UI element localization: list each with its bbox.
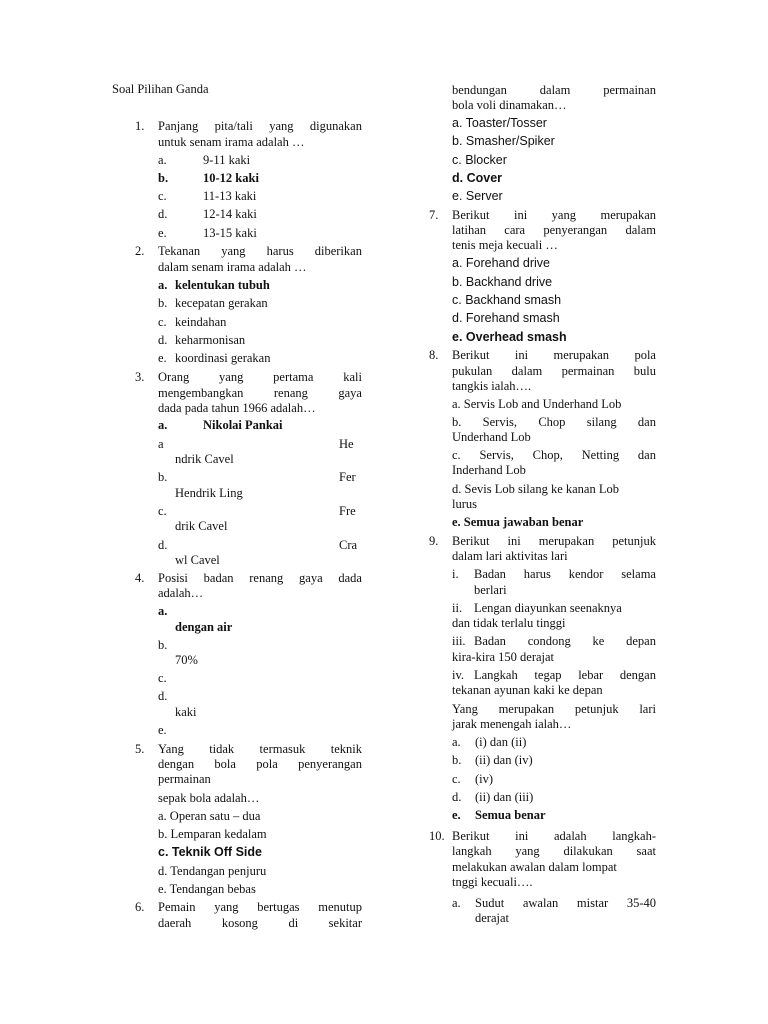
question-stem: tenis meja kecuali …: [452, 238, 558, 252]
question-number: 8.: [429, 348, 439, 362]
option-letter: d.: [158, 538, 168, 552]
option-letter: b.: [158, 638, 168, 652]
option-text: 13-15 kaki: [203, 226, 257, 240]
question-number: 9.: [429, 534, 439, 548]
option-text: (i) dan (ii): [475, 735, 527, 749]
option-letter: b.: [452, 753, 462, 767]
statement-text: Lengan diayunkan seenaknya: [474, 601, 622, 615]
option-letter: a.: [158, 278, 168, 292]
option-text: Hendrik Ling: [175, 486, 243, 500]
question-stem: Tekanan yang harus diberikan: [158, 244, 362, 258]
question-stem: permainan: [158, 772, 211, 786]
option-text-answer: d. Cover: [452, 171, 503, 185]
statement-roman: ii.: [452, 601, 463, 615]
option-text: b. Smasher/Spiker: [452, 134, 555, 148]
option-text: d. Tendangan penjuru: [158, 864, 267, 878]
question-stem: Orang yang pertama kali: [158, 370, 362, 384]
question-stem: sepak bola adalah…: [158, 791, 260, 805]
option-text: c. Blocker: [452, 153, 507, 167]
option-text: 11-13 kaki: [203, 189, 257, 203]
question-stem: dalam lari aktivitas lari: [452, 549, 568, 563]
question-stem: Panjang pita/tali yang digunakan: [158, 119, 362, 133]
option-text: wl Cavel: [175, 553, 220, 567]
option-text-answer: e. Semua jawaban benar: [452, 515, 584, 529]
option-text: b. Servis, Chop silang dan: [452, 415, 656, 429]
question-number: 4.: [135, 571, 145, 585]
option-text-answer: kelentukan tubuh: [175, 278, 270, 292]
option-text: e. Tendangan bebas: [158, 882, 256, 896]
option-letter: e.: [158, 226, 167, 240]
option-letter: a.: [158, 418, 168, 432]
option-letter: a.: [158, 153, 167, 167]
question-number: 6.: [135, 900, 145, 914]
question-stem: latihan cara penyerangan dalam: [452, 223, 656, 237]
question-stem: Yang tidak termasuk teknik: [158, 742, 362, 756]
option-text: keharmonisan: [175, 333, 246, 347]
option-letter: c.: [158, 671, 167, 685]
question-stem: mengembangkan renang gaya: [158, 386, 362, 400]
question-number: 3.: [135, 370, 145, 384]
option-text: c. Backhand smash: [452, 293, 562, 307]
option-letter: d.: [158, 207, 168, 221]
statement-text: dan tidak terlalu tinggi: [452, 616, 566, 630]
option-text: d. Sevis Lob silang ke kanan Lob: [452, 482, 619, 496]
option-letter: a.: [452, 735, 461, 749]
question-number: 5.: [135, 742, 145, 756]
option-text: He: [339, 437, 354, 451]
option-letter: d.: [158, 333, 168, 347]
page-title: Soal Pilihan Ganda: [112, 82, 209, 96]
question-stem: Berikut ini yang merupakan: [452, 208, 656, 222]
question-stem: Berikut ini merupakan petunjuk: [452, 534, 656, 548]
option-letter: c.: [452, 772, 461, 786]
option-text-answer: Semua benar: [475, 808, 546, 822]
question-stem: tangkis ialah….: [452, 379, 532, 393]
option-text: Fer: [339, 470, 356, 484]
option-text: kaki: [175, 705, 197, 719]
option-text: derajat: [475, 911, 510, 925]
question-number: 1.: [135, 119, 145, 133]
option-letter: c.: [158, 315, 167, 329]
option-text: Cra: [339, 538, 358, 552]
option-text-answer: c. Teknik Off Side: [158, 845, 262, 859]
question-stem: adalah…: [158, 586, 204, 600]
option-letter: e.: [158, 723, 167, 737]
question-stem: melakukan awalan dalam lompat: [452, 860, 617, 874]
option-text: b. Backhand drive: [452, 275, 553, 289]
option-text: a. Operan satu – dua: [158, 809, 261, 823]
option-text-answer: dengan air: [175, 620, 233, 634]
question-stem: bendungan dalam permainan: [452, 83, 656, 97]
option-text: a. Toaster/Tosser: [452, 116, 547, 130]
option-text: c. Servis, Chop, Netting dan: [452, 448, 656, 462]
question-stem: Berikut ini merupakan pola: [452, 348, 656, 362]
question-stem: Berikut ini adalah langkah-: [452, 829, 656, 843]
option-text: Fre: [339, 504, 356, 518]
option-text: ndrik Cavel: [175, 452, 234, 466]
option-letter: a.: [452, 896, 461, 910]
option-text: 9-11 kaki: [203, 153, 251, 167]
statement-text: Badan harus kendor selama: [474, 567, 656, 581]
question-stem: Pemain yang bertugas menutup: [158, 900, 362, 914]
option-text: (ii) dan (iv): [475, 753, 533, 767]
option-text: Underhand Lob: [452, 430, 531, 444]
question-number: 7.: [429, 208, 439, 222]
question-stem: Posisi badan renang gaya dada: [158, 571, 362, 585]
question-stem: dengan bola pola penyerangan: [158, 757, 362, 771]
question-number: 2.: [135, 244, 145, 258]
question-stem: langkah yang dilakukan saat: [452, 844, 656, 858]
option-text: a. Forehand drive: [452, 256, 550, 270]
option-text: kecepatan gerakan: [175, 296, 268, 310]
option-letter: c.: [158, 189, 167, 203]
option-text: 12-14 kaki: [203, 207, 257, 221]
option-text: (iv): [475, 772, 494, 786]
question-stem: daerah kosong di sekitar: [158, 916, 362, 930]
option-text: lurus: [452, 497, 477, 511]
statement-roman: i.: [452, 567, 459, 581]
option-text: Sudut awalan mistar 35-40: [475, 896, 656, 910]
option-text: d. Forehand smash: [452, 311, 560, 325]
option-letter: d.: [452, 790, 462, 804]
question-stem: tnggi kecuali….: [452, 875, 533, 889]
option-text-answer: Nikolai Pankai: [203, 418, 283, 432]
option-text: e. Server: [452, 189, 503, 203]
statement-text: Badan condong ke depan: [474, 634, 656, 648]
option-letter: b.: [158, 171, 169, 185]
option-text: drik Cavel: [175, 519, 228, 533]
option-letter: a: [158, 437, 164, 451]
statement-roman: iii.: [452, 634, 466, 648]
option-text: Inderhand Lob: [452, 463, 526, 477]
option-letter: b.: [158, 470, 168, 484]
question-ask: Yang merupakan petunjuk lari: [452, 702, 656, 716]
option-letter: e.: [452, 808, 461, 822]
question-ask: jarak menengah ialah…: [452, 717, 572, 731]
statement-text: berlari: [474, 583, 507, 597]
option-text: (ii) dan (iii): [475, 790, 534, 804]
statement-text: tekanan ayunan kaki ke depan: [452, 683, 603, 697]
option-text: b. Lemparan kedalam: [158, 827, 267, 841]
option-letter: a.: [158, 604, 168, 618]
option-text: a. Servis Lob and Underhand Lob: [452, 397, 622, 411]
option-letter: d.: [158, 689, 168, 703]
option-text: 70%: [175, 653, 198, 667]
question-number: 10.: [429, 829, 445, 843]
option-letter: c.: [158, 504, 167, 518]
option-letter: b.: [158, 296, 168, 310]
option-letter: e.: [158, 351, 167, 365]
option-text-answer: e. Overhead smash: [452, 330, 567, 344]
question-stem: dada pada tahun 1966 adalah…: [158, 401, 316, 415]
question-stem: bola voli dinamakan…: [452, 98, 567, 112]
question-stem: dalam senam irama adalah …: [158, 260, 307, 274]
question-stem: pukulan dalam permainan bulu: [452, 364, 656, 378]
statement-text: Langkah tegap lebar dengan: [474, 668, 656, 682]
option-text: keindahan: [175, 315, 227, 329]
option-text: koordinasi gerakan: [175, 351, 271, 365]
statement-roman: iv.: [452, 668, 465, 682]
question-stem: untuk senam irama adalah …: [158, 135, 305, 149]
statement-text: kira-kira 150 derajat: [452, 650, 555, 664]
option-text-answer: 10-12 kaki: [203, 171, 259, 185]
